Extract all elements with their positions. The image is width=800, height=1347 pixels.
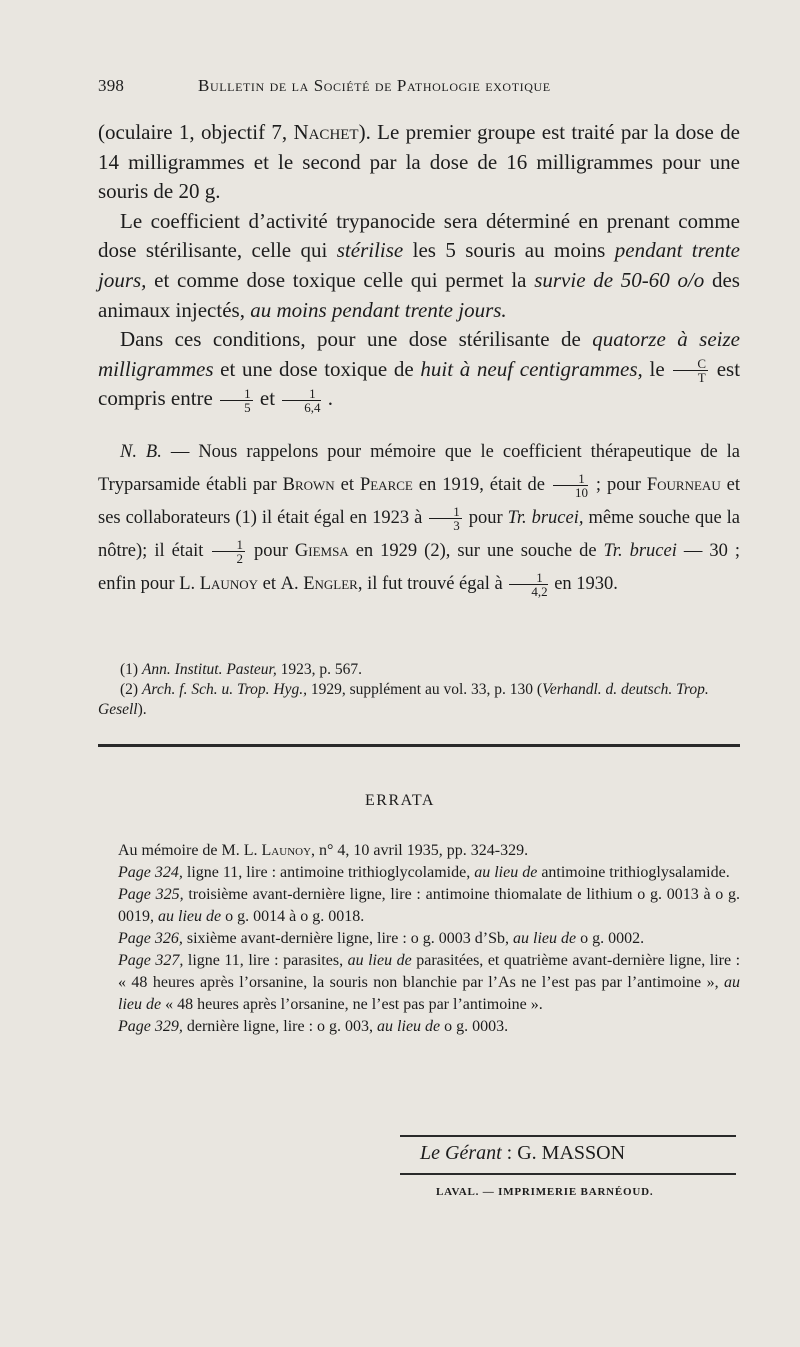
fraction-1-5: $\frac{1}{5}$	[220, 387, 253, 414]
printer-line: LAVAL. — IMPRIMERIE BARNÉOUD.	[436, 1186, 654, 1198]
body-text	[98, 118, 740, 414]
page-number: 398	[98, 76, 125, 95]
fraction-1-3: $\frac{1}{3}$	[429, 505, 462, 532]
errata-heading: ERRATA	[365, 792, 435, 809]
colophon-rule-bottom	[400, 1173, 736, 1175]
nota-bene: N. B. — Nous rappelons pour mémoire que le coefficient thérapeutique de la Tryparsamide établi par Brown et Pearce en 1919, était de $\frac{1}{10}$ ; pour Fourneau et ses collaborateurs (1) il était égal en 1923 à $\frac{1}{3}$ pour Tr. brucei, même souche que la nôtre); il était $\frac{1}{2}$ pour Giemsa en 1929 (2), sur une souche de Tr. brucei — 30 ; enfin pour L. Launoy et A. Engler, il fut trouvé égal à $\frac{1}{4,2}$ en 1930.	[98, 442, 741, 600]
fraction-1-6-4: $\frac{1}{6,4}$	[282, 387, 320, 414]
fraction-c-over-t: $\frac{C}{T}$	[673, 357, 708, 384]
section-divider	[98, 744, 740, 747]
footnote-2: (2) Arch. f. Sch. u. Trop. Hyg., 1929, supplément au vol. 33, p. 130 (Verhandl. d. deutsch. Trop. Gesell).	[98, 681, 709, 718]
errata-entry: Page 325, troisième avant-dernière ligne, lire : antimoine thiomalate de lithium o g. 0013 à o g. 0019, au lieu de o g. 0014 à o g. 0018.	[118, 886, 740, 925]
colophon-rule-top	[400, 1135, 736, 1137]
errata-entry: Au mémoire de M. L. Launoy, n° 4, 10 avril 1935, pp. 324-329.	[118, 842, 529, 859]
running-title: Bulletin de la Société de Pathologie exotique	[198, 76, 551, 95]
errata-entry: Page 326, sixième avant-dernière ligne, lire : o g. 0003 d’Sb, au lieu de o g. 0002.	[118, 930, 645, 947]
errata-entry: Page 324, ligne 11, lire : antimoine trithioglycolamide, au lieu de antimoine trithioglysalamide.	[118, 864, 730, 881]
fraction-1-2: $\frac{1}{2}$	[212, 538, 245, 565]
nb-lead: N. B.	[120, 442, 162, 462]
errata-entry: Page 327, ligne 11, lire : parasites, au lieu de parasitées, et quatrième avant-dernière ligne, lire : « 48 heures après l’orsanine, la souris non blanchie par l’As ne l’est pas par l’antimoine », au lieu de « 48 heures après l’orsanine, ne l’est pas par l’antimoine ».	[118, 952, 741, 1013]
footnote-1: (1) Ann. Institut. Pasteur, 1923, p. 567.	[120, 661, 362, 678]
fraction-1-10: $\frac{1}{10}$	[553, 472, 588, 499]
errata-list	[118, 840, 740, 1038]
gerant-line: Le Gérant : G. MASSON	[420, 1142, 626, 1164]
author-nachet: Nachet	[293, 120, 359, 144]
fraction-1-4-2: $\frac{1}{4,2}$	[509, 571, 547, 598]
errata-entry: Page 329, dernière ligne, lire : o g. 003, au lieu de o g. 0003.	[118, 1018, 509, 1035]
paragraph-1: (oculaire 1, objectif 7, Nachet). Le premier groupe est traité par la dose de 14 milligrammes et le second par la dose de 16 milligrammes pour une souris de 20 g.	[98, 120, 740, 204]
footnotes	[98, 660, 740, 720]
paragraph-2: Le coefficient d’activité trypanocide sera déterminé en prenant comme dose stérilisante, celle qui stérilise les 5 souris au moins pendant trente jours, et comme dose toxique celle qui permet la survie de 50-60 o/o des animaux injectés, au moins pendant trente jours.	[98, 208, 740, 322]
paragraph-3: Dans ces conditions, pour une dose stérilisante de quatorze à seize milligrammes et une dose toxique de huit à neuf centigrammes, le $\frac{C}{T}$ est compris entre $\frac{1}{5}$ et $\frac{1}{6,4}$ .	[98, 327, 741, 416]
